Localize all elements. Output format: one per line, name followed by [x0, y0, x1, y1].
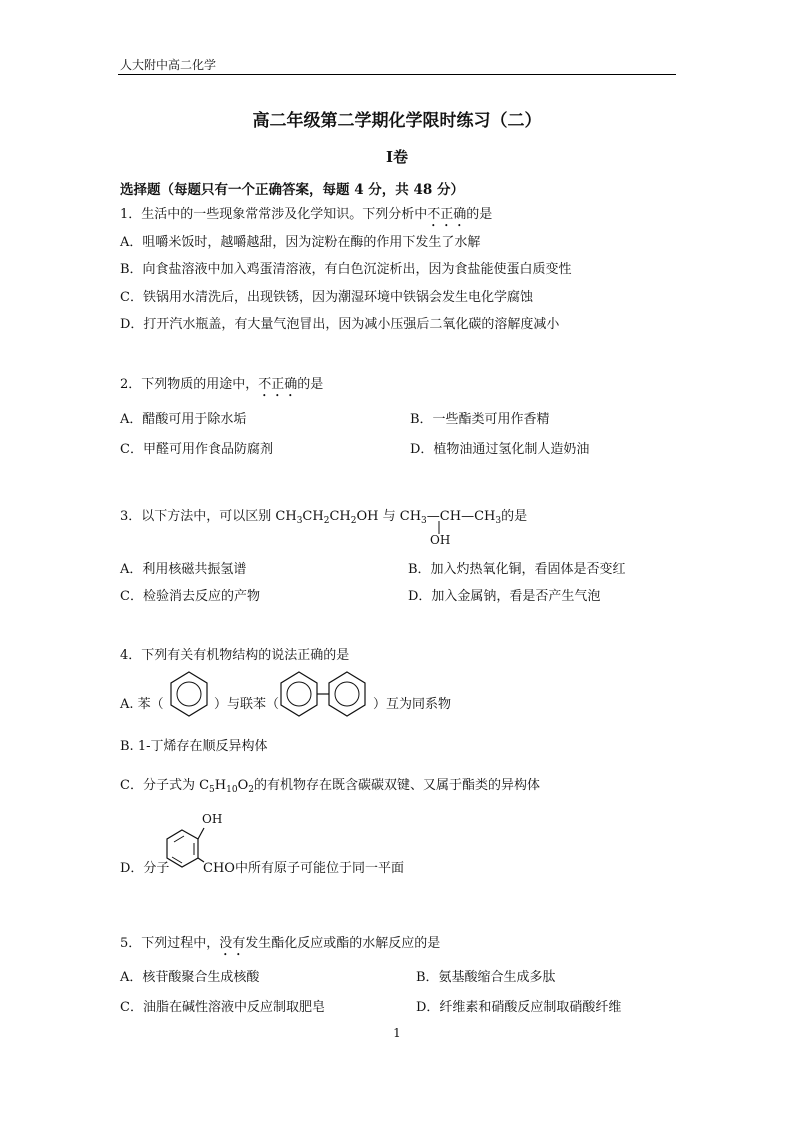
q3-bond-2: — [461, 509, 475, 524]
q3-ch3-right: CH [474, 509, 496, 524]
q3-oh-label: OH [430, 533, 451, 547]
q3-bond-1: — [426, 509, 440, 524]
q1-stem-text: 1．生活中的一些现象常常涉及化学知识。下列分析中 [120, 207, 428, 222]
q4-stem: 4．下列有关有机物结构的说法正确的是 [120, 648, 350, 663]
q2-option-c: C．甲醛可用作食品防腐剂 [120, 442, 273, 457]
q2-option-b: B．一些酯类可用作香精 [410, 412, 550, 427]
q1-option-b: B．向食盐溶液中加入鸡蛋清溶液，有白色沉淀析出，因为食盐能使蛋白质变性 [120, 262, 572, 277]
q4-c-end: 的有机物存在既含碳碳双键、又属于酯类的异构体 [253, 778, 540, 793]
q3-stem [120, 505, 527, 524]
q4-option-d-suffix: CHO中所有原子可能位于同一平面 [203, 861, 404, 876]
q1-option-d: D．打开汽水瓶盖，有大量气泡冒出，因为减小压强后二氧化碳的溶解度减小 [120, 317, 560, 332]
q3-option-c: C．检验消去反应的产物 [120, 589, 260, 604]
q2-option-d: D．植物油通过氢化制人造奶油 [410, 442, 590, 457]
q3-sub-3c: 3 [495, 516, 502, 526]
q3-option-b: B．加入灼热氧化铜，看固体是否变红 [408, 562, 626, 577]
page-number: 1 [393, 1026, 401, 1040]
q3-ch-mid: CH [439, 509, 462, 524]
benzene-structure-icon [168, 670, 210, 718]
q4-c-sub-o: 2 [248, 785, 254, 795]
q3-ch3-left: CH [399, 509, 422, 524]
q4-option-a-suffix: ）互为同系物 [373, 697, 452, 712]
q4-c-sub-h: 10 [226, 785, 238, 795]
q4-option-d-prefix: D．分子 [120, 861, 170, 876]
q3-stem-text: 3．以下方法中，可以区别 CH [120, 509, 297, 524]
q1-option-c: C．铁锅用水清洗后，出现铁锈，因为潮湿环境中铁锅会发生电化学腐蚀 [120, 290, 533, 305]
q5-stem-emphasis: 没有 [219, 936, 246, 951]
q1-stem [120, 203, 492, 230]
q4-option-a-prefix: A. 苯（ [120, 697, 164, 712]
q4-c-h: H [214, 778, 227, 793]
q1-option-a: A．咀嚼米饭时，越嚼越甜，因为淀粉在酶的作用下发生了水解 [120, 235, 481, 250]
q5-stem [120, 932, 440, 959]
biphenyl-structure-icon [278, 670, 370, 718]
q3-sub-3b: 3 [421, 516, 427, 526]
q2-stem-emphasis: 不正确 [258, 377, 298, 392]
header-rule [118, 74, 676, 75]
q2-stem-end: 的是 [297, 377, 324, 392]
page-title: 高二年级第二学期化学限时练习（二） [252, 111, 542, 131]
q4-d-oh-label: OH [202, 812, 223, 826]
q4-option-a-mid: ）与联苯（ [214, 697, 280, 712]
q5-option-d: D．纤维素和硝酸反应制取硝酸纤维 [416, 1000, 622, 1015]
q1-stem-end: 的是 [466, 207, 493, 222]
q4-c-sub-c: 5 [209, 785, 215, 795]
q1-stem-emphasis: 不正确 [427, 207, 467, 222]
q4-c-text: C．分子式为 C [120, 778, 210, 793]
q3-sub-2b: 2 [350, 516, 357, 526]
q3-formula-ch-1: CH [302, 509, 324, 524]
q2-stem [120, 373, 323, 400]
q4-c-o: O [237, 778, 249, 793]
q5-stem-text: 5．下列过程中， [120, 936, 220, 951]
section-volume: I卷 [385, 148, 409, 166]
q5-option-a: A．核苷酸聚合生成核酸 [120, 970, 260, 985]
q2-stem-text: 2．下列物质的用途中， [120, 377, 259, 392]
header-school: 人大附中高二化学 [120, 58, 217, 72]
q3-stem-end: 的是 [501, 509, 528, 524]
q3-option-d: D．加入金属钠，看是否产生气泡 [408, 589, 601, 604]
section-heading: 选择题（每题只有一个正确答案，每题 4 分，共 48 分） [120, 182, 464, 198]
q2-option-a: A．醋酸可用于除水垢 [120, 412, 247, 427]
q5-option-c: C．油脂在碱性溶液中反应制取肥皂 [120, 1000, 325, 1015]
q3-option-a: A．利用核磁共振氢谱 [120, 562, 247, 577]
q3-sub-3a: 3 [296, 516, 303, 526]
q5-stem-end: 发生酯化反应或酯的水解反应的是 [245, 936, 441, 951]
q5-option-b: B．氨基酸缩合生成多肽 [416, 970, 556, 985]
q4-option-c [120, 774, 540, 793]
q3-sub-2a: 2 [323, 516, 330, 526]
q4-option-b: B. 1-丁烯存在顺反异构体 [120, 739, 268, 754]
q3-formula-ch-2: CH [329, 509, 351, 524]
q3-formula-oh: OH 与 [356, 509, 400, 524]
